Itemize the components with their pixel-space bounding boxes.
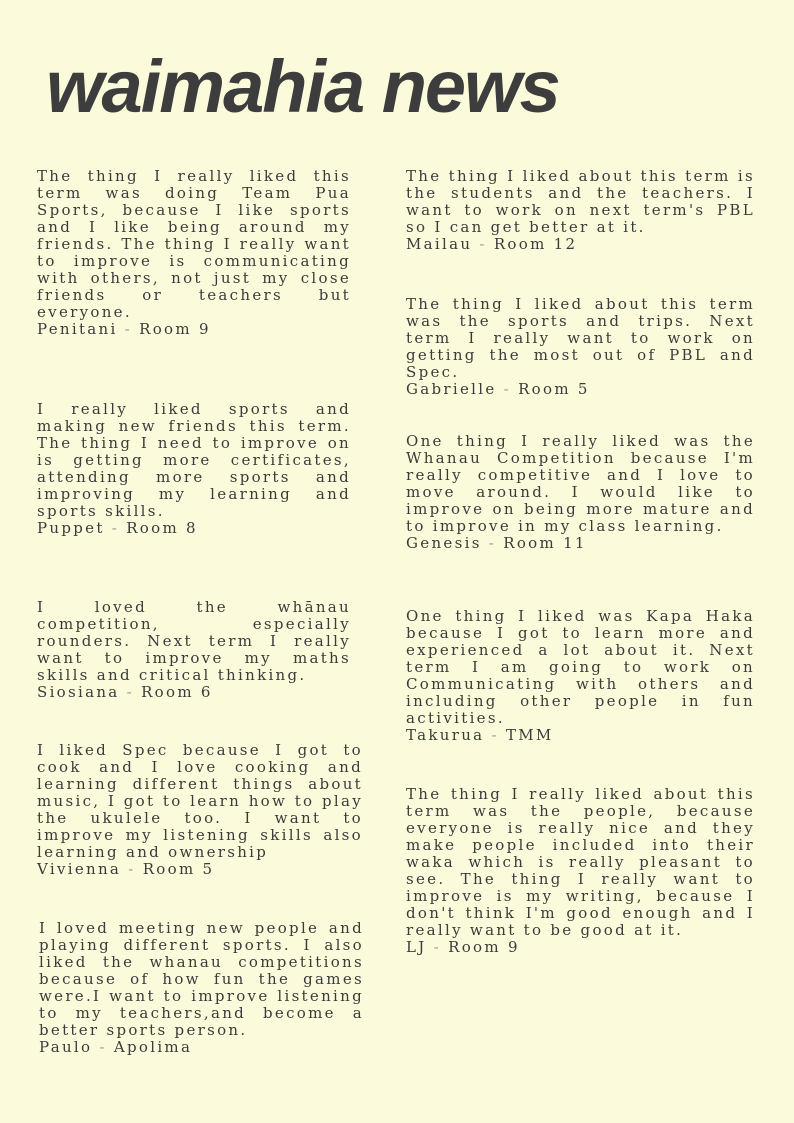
- author-name: Penitani: [37, 320, 118, 338]
- entry-text: I liked Spec because I got to cook and I love cooking and learning different things about music, I got to learn how to play the ukulele too. I want to improve my listening skills also learning and ownership: [37, 741, 363, 861]
- author-name: Vivienna: [37, 860, 122, 878]
- author-room: TMM: [505, 726, 554, 744]
- student-entry-paulo: [39, 920, 364, 1056]
- author-separator: -: [104, 519, 127, 537]
- author-room: Room 9: [139, 320, 211, 338]
- entry-author: [406, 236, 755, 253]
- author-name: LJ: [406, 938, 427, 956]
- author-room: Room 12: [493, 235, 578, 253]
- author-room: Room 11: [503, 534, 587, 552]
- author-room: Room 9: [448, 938, 520, 956]
- student-entry-lj: [406, 786, 755, 956]
- student-entry-puppet: [37, 401, 351, 537]
- author-room: Room 6: [141, 683, 213, 701]
- author-separator: -: [484, 726, 506, 744]
- author-room: Room 5: [142, 860, 215, 878]
- entry-text: One thing I liked was Kapa Haka because I got to learn more and experienced a lot about it. Next term I am going to work on Communicating with others and including other people in fun activities.: [406, 607, 755, 727]
- entry-text: The thing I really liked this term was doing Team Pua Sports, because I like sports and I like being around my friends. The thing I really want to improve is communicating with others, not just my close friends or teachers but everyone.: [37, 167, 351, 321]
- entry-text: I really liked sports and making new friends this term. The thing I need to improve on is getting more certificates, attending more sports and improving my learning and sports skills.: [37, 400, 351, 520]
- author-separator: -: [496, 380, 519, 398]
- author-name: Genesis: [406, 534, 482, 552]
- newsletter-title: waimahia news: [46, 45, 559, 128]
- student-entry-siosiana: [37, 599, 351, 701]
- student-entry-mailau: [406, 168, 755, 253]
- entry-text: The thing I liked about this term is the students and the teachers. I want to work on next term's PBL so I can get better at it.: [406, 167, 755, 236]
- entry-author: [406, 939, 755, 956]
- author-name: Takurua: [406, 726, 485, 744]
- author-name: Puppet: [37, 519, 105, 537]
- entry-author: [37, 684, 351, 701]
- entry-author: [37, 861, 363, 878]
- author-separator: -: [117, 320, 140, 338]
- author-separator: -: [472, 235, 494, 253]
- entry-author: [406, 535, 755, 552]
- author-room: Room 8: [126, 519, 198, 537]
- entry-text: The thing I really liked about this term was the people, because everyone is really nice and they make people included into their waka which is really pleasant to see. The thing I really want to improve is my writing, because I don't think I'm good enough and I really want to be good at it.: [406, 785, 755, 939]
- student-entry-penitani: [37, 168, 351, 338]
- entry-author: [406, 381, 755, 398]
- entry-text: One thing I really liked was the Whanau Competition because I'm really competitive and I love to move around. I would like to improve on being more mature and to improve in my class learning.: [406, 432, 755, 535]
- entry-text: The thing I liked about this term was the sports and trips. Next term I really want to work on getting the most out of PBL and Spec.: [406, 295, 755, 381]
- author-separator: -: [426, 938, 449, 956]
- entry-author: [39, 1039, 364, 1056]
- author-separator: -: [121, 860, 143, 878]
- student-entry-gabrielle: [406, 296, 755, 398]
- student-entry-vivienna: [37, 742, 363, 878]
- author-room: Room 5: [518, 380, 590, 398]
- author-separator: -: [481, 534, 504, 552]
- author-name: Gabrielle: [406, 380, 497, 398]
- author-separator: -: [119, 683, 142, 701]
- author-name: Mailau: [406, 235, 473, 253]
- entry-author: [37, 520, 351, 537]
- entry-author: [37, 321, 351, 338]
- entry-text: I loved meeting new people and playing different sports. I also liked the whanau competitions because of how fun the games were.I want to improve listening to my teachers,and become a better sports person.: [39, 919, 364, 1039]
- author-name: Paulo: [39, 1038, 93, 1056]
- student-entry-genesis: [406, 433, 755, 552]
- author-room: Apolima: [113, 1038, 193, 1056]
- entry-author: [406, 727, 755, 744]
- student-entry-takurua: [406, 608, 755, 744]
- entry-text: I loved the whānau competition, especially rounders. Next term I really want to improve my maths skills and critical thinking.: [37, 598, 351, 684]
- author-separator: -: [92, 1038, 114, 1056]
- author-name: Siosiana: [37, 683, 120, 701]
